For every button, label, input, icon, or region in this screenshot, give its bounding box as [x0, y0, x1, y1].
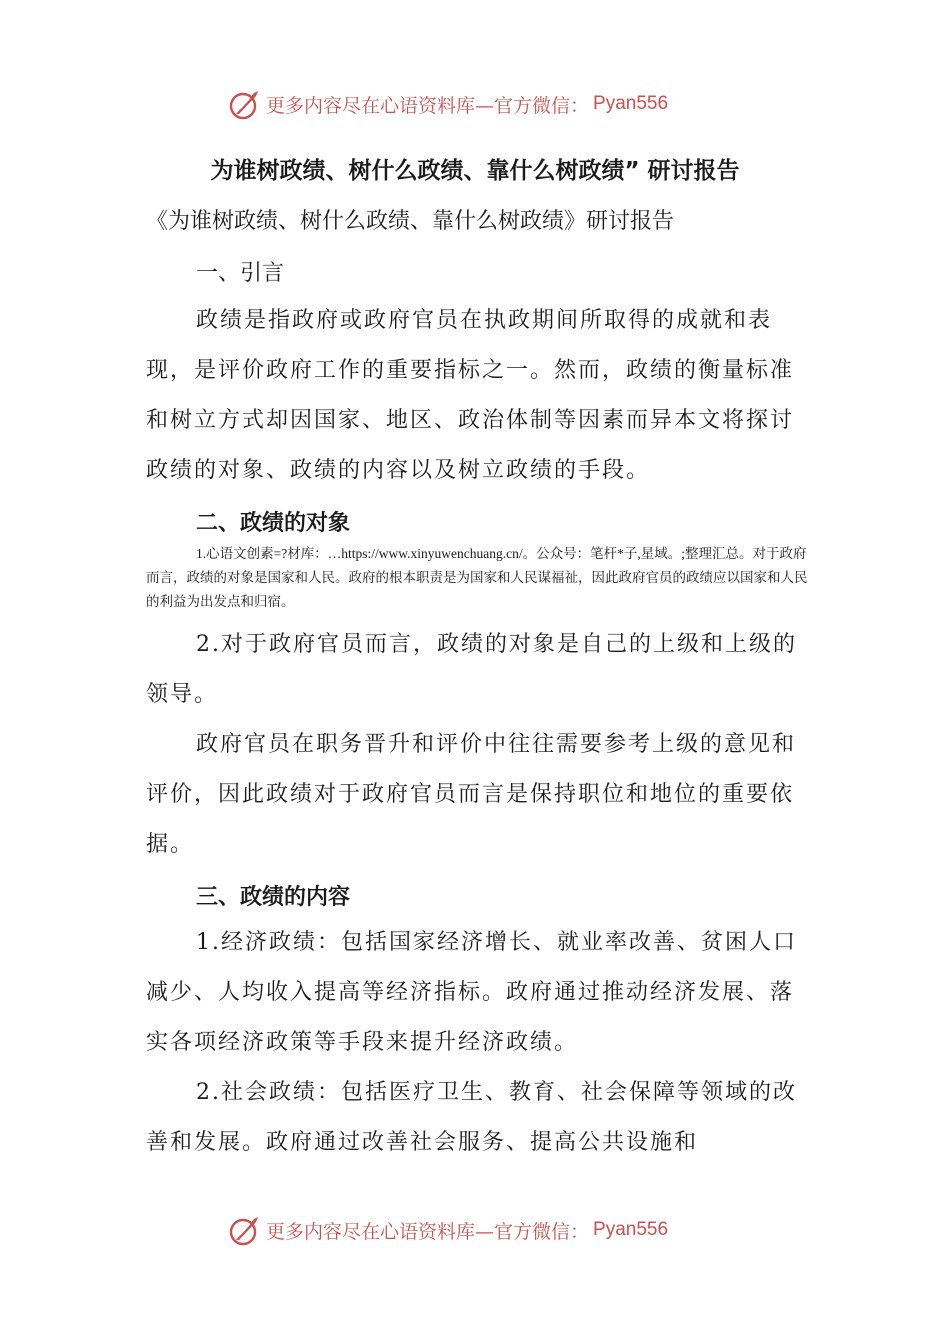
- section-heading-intro: 一、引言: [196, 261, 285, 286]
- watermark-text: 更多内容尽在心语资料库—官方微信：: [266, 1220, 590, 1243]
- officials-paragraph: 政府官员在职务晋升和评价中往往需要参考上级的意见和评价，因此政绩对于政府官员而言是保持职位和地位的重要依据。: [146, 732, 797, 857]
- point2-paragraph: 2.对于政府官员而言，政绩的对象是自己的上级和上级的领导。: [146, 632, 797, 707]
- social-paragraph: 2.社会政绩：包括医疗卫生、教育、社会保障等领域的改善和发展。政府通过改善社会服务、提高公共设施和: [146, 1080, 797, 1155]
- note-paragraph: 1.心语文创素=?材库：…https://www.xinyuwenchuang.cn/。公众号：笔杆*子,星域。;整理汇总。对于政府而言，政绩的对象是国家和人民。政府的根本职责是为国家和人民谋福祉，因此政府官员的政绩应以国家和人民的利益为出发点和归宿。: [146, 546, 808, 609]
- header-watermark: [228, 86, 668, 122]
- document-subtitle: 《为谁树政绩、树什么政绩、靠什么树政绩》研讨报告: [146, 209, 675, 234]
- watermark-text: 更多内容尽在心语资料库—官方微信：: [266, 94, 590, 117]
- section-heading-content: 三、政绩的内容: [196, 885, 351, 910]
- intro-paragraph: 政绩是指政府或政府官员在执政期间所取得的成就和表现，是评价政府工作的重要指标之一。然而，政绩的衡量标准和树立方式却因国家、地区、政治体制等因素而异本文将探讨政绩的对象、政绩的内容以及树立政绩的手段。: [146, 308, 795, 483]
- watermark-wechat-id: Pyan556: [593, 1219, 669, 1240]
- quill-logo-icon: [228, 1213, 262, 1247]
- footer-watermark: [228, 1212, 668, 1248]
- quill-logo-icon: [228, 87, 262, 121]
- watermark-wechat-id: Pyan556: [593, 93, 669, 114]
- document-title: 为谁树政绩、树什么政绩、靠什么树政绩” 研讨报告: [210, 158, 740, 184]
- section-heading-target: 二、政绩的对象: [196, 511, 351, 536]
- economic-paragraph: 1.经济政绩：包括国家经济增长、就业率改善、贫困人口减少、人均收入提高等经济指标。政府通过推动经济发展、落实各项经济政策等手段来提升经济政绩。: [146, 930, 797, 1055]
